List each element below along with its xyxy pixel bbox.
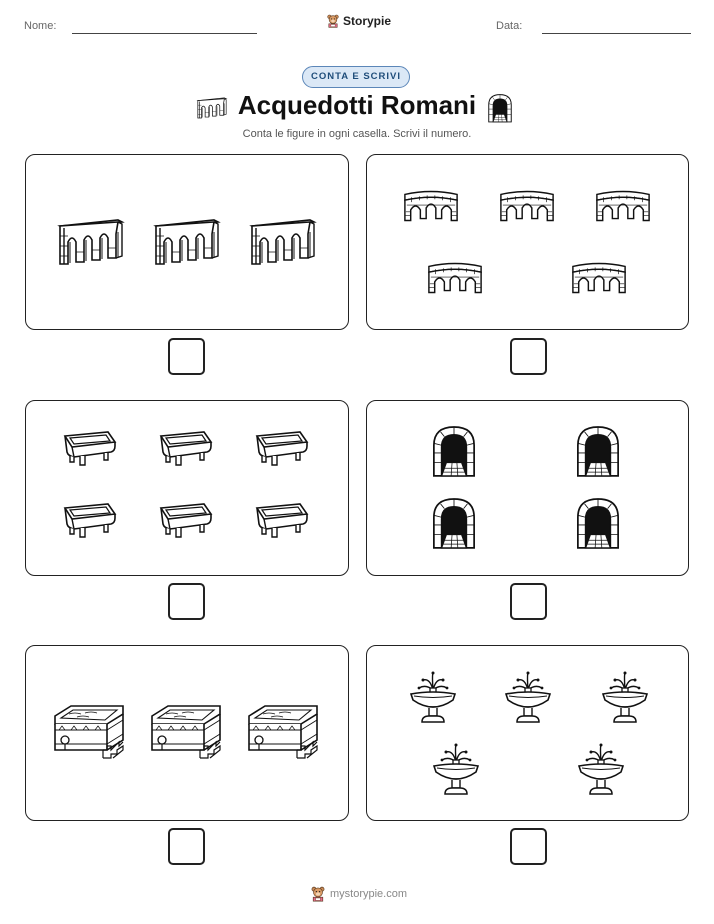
trough-icon	[254, 428, 310, 468]
count-panel-4	[366, 400, 689, 576]
fountain-icon	[600, 670, 650, 726]
aqueduct-bridge-icon	[498, 188, 556, 224]
answer-box-6[interactable]	[510, 828, 547, 865]
brand-name: Storypie	[343, 14, 392, 28]
fountain-icon	[576, 742, 626, 798]
trough-icon	[62, 428, 118, 468]
fountain-icon	[408, 670, 458, 726]
tunnel-icon	[575, 496, 621, 550]
tunnel-icon	[575, 424, 621, 478]
bear-icon	[310, 885, 326, 903]
aqueduct-icon	[152, 212, 222, 268]
trough-icon	[254, 500, 310, 540]
page-instructions: Conta le figure in ogni casella. Scrivi il numero.	[242, 128, 472, 140]
tunnel-icon	[431, 424, 477, 478]
answer-box-1[interactable]	[168, 338, 205, 375]
answer-box-5[interactable]	[168, 828, 205, 865]
cistern-icon	[148, 702, 224, 762]
aqueduct-icon	[248, 212, 318, 268]
trough-icon	[158, 500, 214, 540]
date-label: Data:	[496, 20, 523, 32]
fountain-icon	[503, 670, 553, 726]
tunnel-icon	[486, 93, 514, 123]
trough-icon	[158, 428, 214, 468]
aqueduct-bridge-icon	[426, 260, 484, 296]
fountain-icon	[431, 742, 481, 798]
cistern-icon	[245, 702, 321, 762]
brand-logo	[326, 13, 391, 29]
aqueduct-icon	[56, 212, 126, 268]
aqueduct-bridge-icon	[594, 188, 652, 224]
answer-box-2[interactable]	[510, 338, 547, 375]
footer	[310, 885, 407, 903]
footer-url[interactable]: mystorypie.com	[330, 888, 408, 900]
date-line[interactable]	[542, 33, 691, 34]
count-panel-3	[25, 400, 349, 576]
cistern-icon	[51, 702, 127, 762]
answer-box-3[interactable]	[168, 583, 205, 620]
answer-box-4[interactable]	[510, 583, 547, 620]
aqueduct-bridge-icon	[402, 188, 460, 224]
page-title: Acquedotti Romani	[237, 90, 477, 120]
count-panel-2	[366, 154, 689, 330]
tunnel-icon	[431, 496, 477, 550]
aqueduct-bridge-icon	[570, 260, 628, 296]
activity-badge: CONTA E SCRIVI	[302, 66, 410, 88]
trough-icon	[62, 500, 118, 540]
bear-icon	[326, 13, 340, 29]
name-label: Nome:	[24, 20, 57, 32]
name-line[interactable]	[72, 33, 257, 34]
